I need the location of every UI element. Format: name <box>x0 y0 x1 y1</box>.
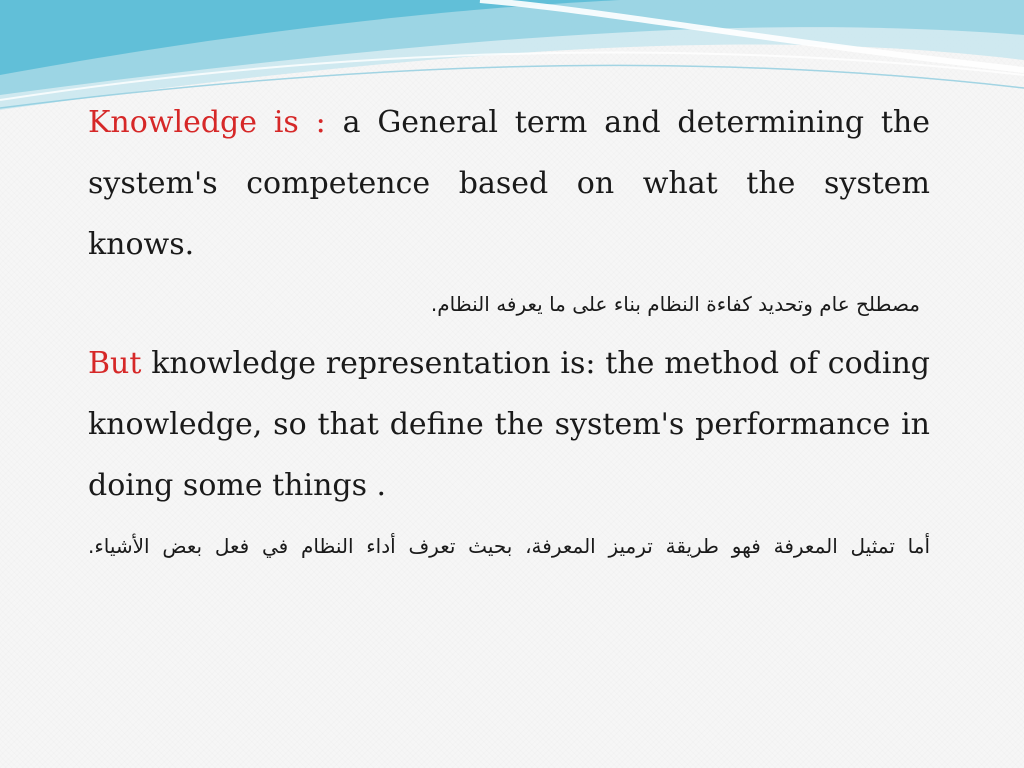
knowledge-term: Knowledge is : <box>88 105 326 140</box>
knowledge-definition-paragraph <box>88 92 930 275</box>
knowledge-representation-paragraph <box>88 333 930 516</box>
knowledge-representation-arabic: أما تمثيل المعرفة فهو طريقة ترميز المعرفة، بحيث تعرف أداء النظام في فعل بعض الأشياء. <box>88 534 930 558</box>
knowledge-representation-text: knowledge representation is: the method of coding knowledge, so that define the system's performance in doing some things . <box>88 346 930 503</box>
slide-content <box>88 92 930 576</box>
knowledge-definition-text: a General term and determining the system's competence based on what the system knows. <box>88 105 930 262</box>
knowledge-definition-arabic: مصطلح عام وتحديد كفاءة النظام بناء على ما يعرفه النظام. <box>430 292 920 316</box>
but-term: But <box>88 346 142 381</box>
